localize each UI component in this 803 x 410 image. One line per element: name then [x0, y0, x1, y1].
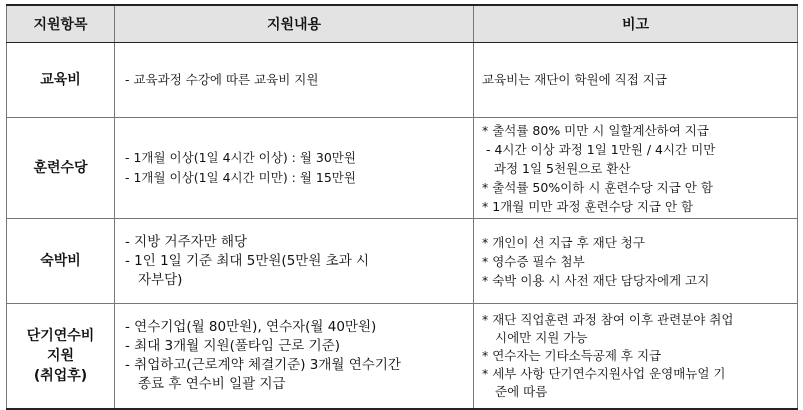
content-line: - 취업하고(근로계약 체결기준) 3개월 연수기간	[125, 357, 401, 373]
note-cell	[474, 43, 798, 118]
item-label: 단기연수비	[26, 328, 95, 344]
item-cell	[7, 304, 115, 410]
note-line: * 세부 사항 단기연수지원사업 운영매뉴얼 기	[482, 366, 726, 381]
header-item: 지원항목	[7, 5, 115, 43]
note-line: 준에 따름	[495, 384, 548, 399]
table-row	[7, 118, 798, 219]
table-row	[7, 219, 798, 304]
note-line: 시에만 지원 가능	[495, 330, 588, 345]
content-line: 종료 후 연수비 일괄 지급	[138, 376, 286, 392]
support-items-table	[6, 4, 798, 410]
item-cell	[7, 118, 115, 219]
table-row	[7, 43, 798, 118]
note-line: * 1개월 미만 과정 훈련수당 지급 안 함	[482, 198, 694, 214]
note-line: 과정 1일 5천원으로 환산	[482, 160, 631, 176]
content-cell	[115, 118, 474, 219]
note-cell	[474, 304, 798, 410]
content-line: - 1인 1일 기준 최대 5만원(5만원 초과 시	[125, 252, 370, 269]
header-note: 비고	[474, 5, 798, 43]
content-line: 자부담)	[138, 271, 183, 288]
content-cell	[115, 219, 474, 304]
note-line: * 연수자는 기타소득공제 후 지급	[482, 348, 662, 363]
header-content: 지원내용	[115, 5, 474, 43]
content-line: - 최대 3개월 지원(풀타임 근로 기준)	[125, 338, 340, 354]
item-label: 교육비	[40, 72, 81, 88]
note-line: * 출석률 80% 미만 시 일할계산하여 지급	[482, 122, 709, 138]
content-line: - 1개월 이상(1일 4시간 미만) : 월 15만원	[125, 170, 356, 185]
item-cell	[7, 43, 115, 118]
item-label: 훈련수당	[33, 160, 88, 176]
note-line: * 출석률 50%이하 시 훈련수당 지급 안 함	[482, 179, 713, 195]
note-line: 교육비는 재단이 학원에 직접 지급	[482, 72, 667, 87]
content-line: - 지방 거주자만 해당	[125, 233, 248, 250]
table-header-row	[7, 5, 798, 43]
content-cell	[115, 304, 474, 410]
item-cell	[7, 219, 115, 304]
table-row	[7, 304, 798, 410]
support-table-container	[6, 4, 798, 410]
note-line: * 재단 직업훈련 과정 참여 이후 관련분야 취업	[482, 312, 734, 327]
note-line: * 숙박 이용 시 사전 재단 담당자에게 고지	[482, 272, 710, 288]
content-line: - 교육과정 수강에 따른 교육비 지원	[125, 72, 319, 87]
note-line: * 영수증 필수 첨부	[482, 253, 585, 269]
content-cell	[115, 43, 474, 118]
note-line: - 4시간 이상 과정 1일 1만원 / 4시간 미만	[482, 141, 716, 157]
item-label: 지원	[46, 348, 75, 364]
item-label: (취업후)	[33, 368, 88, 384]
note-line: * 개인이 선 지급 후 재단 청구	[482, 234, 645, 250]
content-line: - 연수기업(월 80만원), 연수자(월 40만원)	[125, 319, 377, 335]
note-cell	[474, 219, 798, 304]
item-label: 숙박비	[40, 253, 81, 269]
content-line: - 1개월 이상(1일 4시간 이상) : 월 30만원	[125, 150, 356, 165]
note-cell	[474, 118, 798, 219]
